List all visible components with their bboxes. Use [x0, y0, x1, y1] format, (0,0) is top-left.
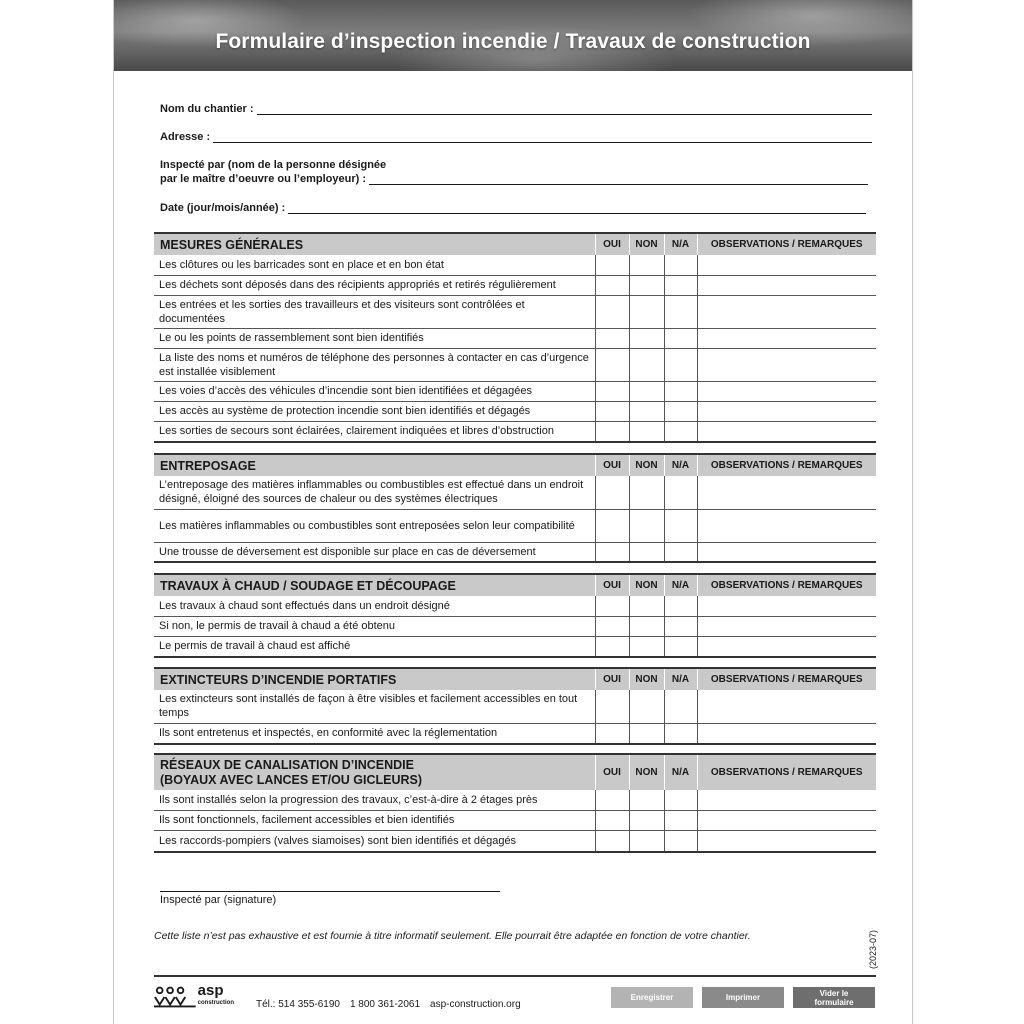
- table-row: [154, 421, 876, 442]
- table-row: [154, 255, 876, 275]
- observations-cell[interactable]: [697, 348, 876, 381]
- yes-cell[interactable]: [595, 401, 629, 421]
- col-na: N/A: [664, 668, 697, 690]
- no-cell[interactable]: [629, 596, 664, 616]
- observations-cell[interactable]: [697, 381, 876, 401]
- tollfree-number: 1 800 361-2061: [349, 999, 421, 1010]
- question-text: Les extincteurs sont installés de façon à être visibles et facilement accessibles en tout temps: [154, 690, 595, 723]
- col-no: NON: [629, 233, 664, 255]
- na-cell[interactable]: [664, 542, 697, 562]
- section-title-line2: (BOYAUX AVEC LANCES ET/OU GICLEURS): [160, 772, 423, 787]
- signature-label: Inspecté par (signature): [160, 894, 277, 906]
- table-row: [154, 690, 876, 723]
- header-banner: [114, 0, 912, 71]
- phone-number: Tél.: 514 355-6190: [256, 999, 340, 1010]
- col-na: N/A: [664, 454, 697, 476]
- yes-cell[interactable]: [595, 790, 629, 810]
- na-cell[interactable]: [664, 596, 697, 616]
- yes-cell[interactable]: [595, 542, 629, 562]
- na-cell[interactable]: [664, 401, 697, 421]
- no-cell[interactable]: [629, 509, 664, 542]
- observations-cell[interactable]: [697, 690, 876, 723]
- observations-cell[interactable]: [697, 401, 876, 421]
- form-page: [113, 0, 913, 1024]
- question-text: Les raccords-pompiers (valves siamoises) sont bien identifiés et dégagés: [154, 830, 595, 852]
- no-cell[interactable]: [629, 690, 664, 723]
- yes-cell[interactable]: [595, 690, 629, 723]
- observations-cell[interactable]: [697, 328, 876, 348]
- col-yes: OUI: [595, 574, 629, 596]
- no-cell[interactable]: [629, 295, 664, 328]
- no-cell[interactable]: [629, 810, 664, 830]
- section-title: EXTINCTEURS D’INCENDIE PORTATIFS: [154, 668, 595, 690]
- site-name-line[interactable]: [257, 104, 872, 115]
- na-cell[interactable]: [664, 295, 697, 328]
- no-cell[interactable]: [629, 616, 664, 636]
- section-title: [154, 754, 595, 790]
- table-row: [154, 596, 876, 616]
- table-row: [154, 328, 876, 348]
- yes-cell[interactable]: [595, 509, 629, 542]
- table-row: [154, 348, 876, 381]
- na-cell[interactable]: [664, 790, 697, 810]
- address-line[interactable]: [213, 132, 872, 143]
- col-observations: OBSERVATIONS / REMARQUES: [697, 454, 876, 476]
- na-cell[interactable]: [664, 509, 697, 542]
- question-text: Le permis de travail à chaud est affiché: [154, 636, 595, 657]
- question-text: Ils sont entretenus et inspectés, en conformité avec la réglementation: [154, 723, 595, 744]
- observations-cell[interactable]: [697, 830, 876, 852]
- contact-info: [256, 999, 521, 1010]
- disclaimer-note: Cette liste n’est pas exhaustive et est fournie à titre informatif seulement. Elle pourrait être adaptée en fonction de votre chantier.: [154, 930, 751, 942]
- no-cell[interactable]: [629, 275, 664, 295]
- observations-cell[interactable]: [697, 421, 876, 442]
- section-fire-hose-systems: [154, 753, 876, 853]
- table-row: [154, 509, 876, 542]
- asp-logo: [154, 983, 234, 1011]
- col-observations: OBSERVATIONS / REMARQUES: [697, 233, 876, 255]
- no-cell[interactable]: [629, 830, 664, 852]
- yes-cell[interactable]: [595, 275, 629, 295]
- footer-divider: [154, 975, 876, 977]
- logo-subtext: construction: [197, 1000, 234, 1006]
- table-row: [154, 616, 876, 636]
- yes-cell[interactable]: [595, 810, 629, 830]
- clear-form-button[interactable]: Vider le formulaire: [793, 987, 875, 1008]
- table-row: [154, 275, 876, 295]
- observations-cell[interactable]: [697, 255, 876, 275]
- observations-cell[interactable]: [697, 542, 876, 562]
- yes-cell[interactable]: [595, 616, 629, 636]
- na-cell[interactable]: [664, 636, 697, 657]
- section-title-line1: RÉSEAUX DE CANALISATION D’INCENDIE: [160, 757, 414, 772]
- yes-cell[interactable]: [595, 723, 629, 744]
- table-row: [154, 476, 876, 509]
- date-field[interactable]: [160, 202, 866, 214]
- logo-wordmark: [197, 982, 234, 1009]
- table-row: [154, 295, 876, 328]
- question-text: Les sorties de secours sont éclairées, clairement indiquées et libres d’obstruction: [154, 421, 595, 442]
- question-text: Les matières inflammables ou combustibles sont entreposées selon leur compatibilité: [154, 509, 595, 542]
- no-cell[interactable]: [629, 348, 664, 381]
- question-text: Les accès au système de protection incendie sont bien identifiés et dégagés: [154, 401, 595, 421]
- col-no: NON: [629, 454, 664, 476]
- col-na: N/A: [664, 754, 697, 790]
- yes-cell[interactable]: [595, 381, 629, 401]
- no-cell[interactable]: [629, 542, 664, 562]
- question-text: Une trousse de déversement est disponible sur place en cas de déversement: [154, 542, 595, 562]
- col-no: NON: [629, 668, 664, 690]
- question-text: Les clôtures ou les barricades sont en place et en bon état: [154, 255, 595, 275]
- website-link[interactable]: asp-construction.org: [430, 999, 521, 1010]
- table-row: [154, 381, 876, 401]
- question-text: Ils sont fonctionnels, facilement accessibles et bien identifiés: [154, 810, 595, 830]
- no-cell[interactable]: [629, 401, 664, 421]
- question-text: Les déchets sont déposés dans des récipients appropriés et retirés régulièrement: [154, 275, 595, 295]
- inspector-name-label-top: [160, 159, 386, 171]
- col-no: NON: [629, 574, 664, 596]
- address-label: Adresse :: [160, 131, 211, 143]
- observations-cell[interactable]: [697, 596, 876, 616]
- table-row: [154, 790, 876, 810]
- observations-cell[interactable]: [697, 790, 876, 810]
- question-text: Le ou les points de rassemblement sont bien identifiés: [154, 328, 595, 348]
- no-cell[interactable]: [629, 476, 664, 509]
- na-cell[interactable]: [664, 421, 697, 442]
- question-text: Les voies d’accès des véhicules d’incendie sont bien identifiées et dégagées: [154, 381, 595, 401]
- question-text: Les travaux à chaud sont effectués dans un endroit désigné: [154, 596, 595, 616]
- yes-cell[interactable]: [595, 476, 629, 509]
- date-line[interactable]: [288, 203, 866, 214]
- section-title: MESURES GÉNÉRALES: [154, 233, 595, 255]
- section-storage: [154, 453, 876, 563]
- question-text: La liste des noms et numéros de téléphone des personnes à contacter en cas d’urgence est installée visiblement: [154, 348, 595, 381]
- save-button[interactable]: Enregistrer: [611, 987, 693, 1008]
- table-row: [154, 636, 876, 657]
- yes-cell[interactable]: [595, 596, 629, 616]
- site-name-field[interactable]: [160, 103, 872, 115]
- table-row: [154, 830, 876, 852]
- no-cell[interactable]: [629, 328, 664, 348]
- section-extinguishers: [154, 667, 876, 745]
- col-no: NON: [629, 754, 664, 790]
- na-cell[interactable]: [664, 723, 697, 744]
- observations-cell[interactable]: [697, 723, 876, 744]
- question-text: L’entreposage des matières inflammables ou combustibles est effectué dans un endroit désigné, éloigné des sources de chaleur ou des systèmes électriques: [154, 476, 595, 509]
- na-cell[interactable]: [664, 616, 697, 636]
- section-general-measures: [154, 232, 876, 443]
- na-cell[interactable]: [664, 255, 697, 275]
- no-cell[interactable]: [629, 636, 664, 657]
- inspector-name-line[interactable]: [369, 174, 868, 185]
- col-yes: OUI: [595, 668, 629, 690]
- no-cell[interactable]: [629, 255, 664, 275]
- col-yes: OUI: [595, 454, 629, 476]
- yes-cell[interactable]: [595, 295, 629, 328]
- inspector-label-line1: Inspecté par (nom de la personne désignée: [160, 159, 387, 171]
- col-observations: OBSERVATIONS / REMARQUES: [697, 574, 876, 596]
- no-cell[interactable]: [629, 381, 664, 401]
- na-cell[interactable]: [664, 690, 697, 723]
- site-name-label: Nom du chantier :: [160, 103, 254, 115]
- date-label: Date (jour/mois/année) :: [160, 202, 286, 214]
- na-cell[interactable]: [664, 810, 697, 830]
- logo-text: asp: [197, 982, 224, 999]
- na-cell[interactable]: [664, 328, 697, 348]
- version-label: (2023-07): [868, 930, 878, 970]
- col-yes: OUI: [595, 754, 629, 790]
- page-title: Formulaire d’inspection incendie / Travaux de construction: [215, 30, 811, 53]
- no-cell[interactable]: [629, 421, 664, 442]
- na-cell[interactable]: [664, 476, 697, 509]
- asp-logo-icon: [154, 985, 196, 1009]
- table-row: [154, 723, 876, 744]
- question-text: Ils sont installés selon la progression des travaux, c’est-à-dire à 2 étages près: [154, 790, 595, 810]
- observations-cell[interactable]: [697, 476, 876, 509]
- signature-line[interactable]: [160, 891, 500, 892]
- inspector-name-field[interactable]: [160, 173, 868, 185]
- col-na: N/A: [664, 233, 697, 255]
- section-title: TRAVAUX À CHAUD / SOUDAGE ET DÉCOUPAGE: [154, 574, 595, 596]
- observations-cell[interactable]: [697, 636, 876, 657]
- na-cell[interactable]: [664, 275, 697, 295]
- table-row: [154, 810, 876, 830]
- yes-cell[interactable]: [595, 328, 629, 348]
- address-field[interactable]: [160, 131, 872, 143]
- col-na: N/A: [664, 574, 697, 596]
- section-title: ENTREPOSAGE: [154, 454, 595, 476]
- observations-cell[interactable]: [697, 616, 876, 636]
- table-row: [154, 542, 876, 562]
- question-text: Les entrées et les sorties des travailleurs et des visiteurs sont contrôlées et documentées: [154, 295, 595, 328]
- section-hot-work: [154, 573, 876, 658]
- observations-cell[interactable]: [697, 295, 876, 328]
- table-row: [154, 401, 876, 421]
- print-button[interactable]: Imprimer: [702, 987, 784, 1008]
- col-yes: OUI: [595, 233, 629, 255]
- inspector-label-line2: par le maître d’oeuvre ou l’employeur) :: [160, 173, 366, 185]
- no-cell[interactable]: [629, 790, 664, 810]
- observations-cell[interactable]: [697, 509, 876, 542]
- na-cell[interactable]: [664, 381, 697, 401]
- yes-cell[interactable]: [595, 348, 629, 381]
- col-observations: OBSERVATIONS / REMARQUES: [697, 754, 876, 790]
- no-cell[interactable]: [629, 723, 664, 744]
- yes-cell[interactable]: [595, 421, 629, 442]
- question-text: Si non, le permis de travail à chaud a été obtenu: [154, 616, 595, 636]
- yes-cell[interactable]: [595, 636, 629, 657]
- yes-cell[interactable]: [595, 830, 629, 852]
- observations-cell[interactable]: [697, 810, 876, 830]
- observations-cell[interactable]: [697, 275, 876, 295]
- col-observations: OBSERVATIONS / REMARQUES: [697, 668, 876, 690]
- na-cell[interactable]: [664, 348, 697, 381]
- yes-cell[interactable]: [595, 255, 629, 275]
- na-cell[interactable]: [664, 830, 697, 852]
